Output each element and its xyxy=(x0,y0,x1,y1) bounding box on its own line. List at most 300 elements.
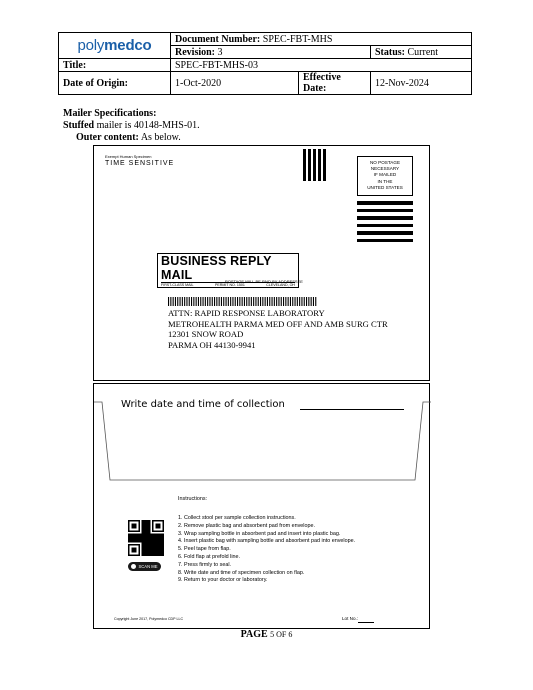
qr-module xyxy=(154,553,156,555)
qr-module xyxy=(145,534,147,536)
qr-module xyxy=(143,546,145,548)
barcode-bar xyxy=(205,297,206,306)
qr-module xyxy=(149,544,151,546)
qr-module xyxy=(147,544,149,546)
instruction-item: 8. Write date and time of specimen collection on flap. xyxy=(178,569,305,576)
qr-module xyxy=(135,537,137,539)
qr-module xyxy=(159,553,161,555)
qr-module xyxy=(150,551,152,553)
qr-module xyxy=(162,541,164,543)
qr-module xyxy=(149,551,151,553)
qr-module xyxy=(133,534,135,536)
qr-module xyxy=(142,523,144,525)
qr-module xyxy=(150,554,152,556)
qr-module xyxy=(140,534,142,536)
time-sensitive-label: TIME SENSITIVE xyxy=(105,160,175,167)
barcode-bar xyxy=(272,297,273,306)
qr-module xyxy=(131,534,133,536)
barcode-bar xyxy=(269,297,270,306)
qr-module xyxy=(145,551,147,553)
qr-module xyxy=(145,527,147,529)
qr-module xyxy=(142,553,144,555)
qr-module xyxy=(150,547,152,549)
barcode-bar xyxy=(288,297,289,306)
barcode-bar xyxy=(285,297,286,306)
qr-module xyxy=(131,547,136,552)
qr-module xyxy=(142,554,144,556)
qr-module xyxy=(140,541,142,543)
barcode-bar xyxy=(209,297,210,306)
qr-module xyxy=(145,522,147,524)
qr-module xyxy=(161,544,163,546)
fim-barcode xyxy=(303,149,327,181)
instruction-item: 4. Insert plastic bag with sampling bottle and absorbent pad into envelope. xyxy=(178,538,356,545)
qr-module xyxy=(140,535,142,537)
qr-module xyxy=(145,547,147,549)
qr-module xyxy=(147,539,149,541)
barcode-bar xyxy=(249,297,250,306)
barcode-bar xyxy=(175,297,176,306)
qr-module xyxy=(149,539,151,541)
qr-module xyxy=(142,544,144,546)
qr-module xyxy=(150,535,152,537)
qr-module xyxy=(152,541,154,543)
barcode-bar xyxy=(216,297,217,306)
address-line: METROHEALTH PARMA MED OFF AND AMB SURG CTR xyxy=(168,318,388,329)
write-date-line xyxy=(300,409,404,410)
qr-module xyxy=(147,534,149,536)
qr-module xyxy=(137,541,139,543)
write-date-label: Write date and time of collection xyxy=(121,399,285,410)
mailer-spec-heading xyxy=(63,108,156,119)
instruction-item: 5. Peel tape from flap. xyxy=(178,546,231,553)
qr-module xyxy=(147,537,149,539)
postal-bars xyxy=(357,201,413,246)
qr-module xyxy=(154,537,156,539)
qr-module xyxy=(155,541,157,543)
qr-module xyxy=(152,546,154,548)
revision-value: 3 xyxy=(217,46,223,58)
qr-module xyxy=(140,539,142,541)
qr-module xyxy=(154,546,156,548)
qr-module xyxy=(150,539,152,541)
qr-module xyxy=(155,547,157,549)
barcode-bar xyxy=(214,297,215,306)
qr-module xyxy=(142,527,144,529)
qr-module xyxy=(162,535,164,537)
barcode-bar xyxy=(283,297,284,306)
qr-module xyxy=(150,542,152,544)
qr-module xyxy=(142,529,144,531)
qr-module xyxy=(142,522,144,524)
address-line: PARMA OH 44130-9941 xyxy=(168,339,256,350)
logo-cell xyxy=(59,33,171,59)
qr-module xyxy=(157,539,159,541)
brm-class: FIRST-CLASS MAIL xyxy=(161,283,194,287)
qr-module xyxy=(155,546,157,548)
barcode-bar xyxy=(304,297,305,306)
polymedco-logo: polymedco xyxy=(77,37,152,54)
qr-module xyxy=(155,549,157,551)
qr-module xyxy=(143,520,145,522)
barcode-bar xyxy=(193,297,194,306)
qr-module xyxy=(159,547,161,549)
camera-icon xyxy=(131,564,136,569)
postage-line: NO POSTAGE xyxy=(369,160,401,165)
qr-module xyxy=(149,553,151,555)
barcode-bar xyxy=(184,297,185,306)
qr-module xyxy=(143,530,145,532)
qr-module xyxy=(161,541,163,543)
address-line: 12301 SNOW ROAD xyxy=(168,329,244,339)
qr-module xyxy=(137,537,139,539)
qr-module xyxy=(149,535,151,537)
qr-module xyxy=(157,554,159,556)
qr-module xyxy=(145,544,147,546)
qr-module xyxy=(145,546,147,548)
barcode-bar xyxy=(308,297,309,306)
brm-title: BUSINESS REPLY MAIL xyxy=(161,254,272,282)
qr-module xyxy=(145,535,147,537)
qr-module xyxy=(155,551,157,553)
qr-module xyxy=(140,537,142,539)
barcode-bar xyxy=(274,297,275,306)
barcode-bar xyxy=(295,297,296,306)
qr-module xyxy=(128,535,130,537)
qr-module xyxy=(159,535,161,537)
qr-module xyxy=(138,534,140,536)
qr-module xyxy=(157,537,159,539)
qr-module xyxy=(147,529,149,531)
qr-module xyxy=(128,534,130,536)
qr-module xyxy=(162,554,164,556)
origin-label: Date of Origin: xyxy=(59,72,171,95)
qr-module xyxy=(142,547,144,549)
qr-module xyxy=(143,549,145,551)
qr-module xyxy=(131,539,133,541)
qr-module xyxy=(142,546,144,548)
qr-module xyxy=(147,542,149,544)
qr-module xyxy=(142,520,144,522)
qr-module xyxy=(159,551,161,553)
qr-module xyxy=(133,535,135,537)
qr-module xyxy=(152,535,154,537)
outer-text: As below. xyxy=(140,132,181,143)
qr-module xyxy=(138,535,140,537)
qr-module xyxy=(149,537,151,539)
qr-module xyxy=(149,541,151,543)
qr-module xyxy=(154,554,156,556)
barcode-bar xyxy=(315,297,316,306)
qr-module xyxy=(161,542,163,544)
qr-module xyxy=(154,549,156,551)
qr-module xyxy=(155,554,157,556)
qr-module xyxy=(152,534,154,536)
barcode-bar xyxy=(228,297,229,306)
brm-city: CLEVELAND, OH xyxy=(266,283,295,287)
qr-module xyxy=(130,537,132,539)
status-label: Status: xyxy=(375,46,406,58)
qr-module xyxy=(147,522,149,524)
brm-permit: PERMIT NO. 1501 xyxy=(214,283,245,287)
qr-module xyxy=(147,546,149,548)
barcode-bar xyxy=(262,297,263,306)
qr-module xyxy=(162,553,164,555)
qr-module xyxy=(133,541,135,543)
qr-module xyxy=(143,534,145,536)
qr-module xyxy=(161,553,163,555)
revision-label: Revision: xyxy=(175,46,215,58)
qr-module xyxy=(138,537,140,539)
qr-module xyxy=(130,539,132,541)
qr-module xyxy=(142,539,144,541)
qr-module xyxy=(149,530,151,532)
qr-module xyxy=(145,541,147,543)
barcode-bar xyxy=(290,297,291,306)
qr-module xyxy=(162,537,164,539)
barcode-bar xyxy=(186,297,187,306)
barcode-bar xyxy=(246,297,247,306)
qr-module xyxy=(142,549,144,551)
qr-module xyxy=(135,535,137,537)
qr-module xyxy=(143,544,145,546)
qr-module xyxy=(152,542,154,544)
barcode-bar xyxy=(276,297,277,306)
qr-module xyxy=(161,547,163,549)
barcode-bar xyxy=(219,297,220,306)
qr-module xyxy=(155,537,157,539)
barcode-bar xyxy=(260,297,261,306)
qr-module xyxy=(149,523,151,525)
qr-module xyxy=(147,525,149,527)
qr-module xyxy=(157,553,159,555)
qr-module xyxy=(145,529,147,531)
qr-module xyxy=(147,532,149,534)
qr-module xyxy=(154,539,156,541)
barcode-bar xyxy=(242,297,243,306)
qr-module xyxy=(147,523,149,525)
postage-line: IF MAILED xyxy=(373,172,397,178)
qr-module xyxy=(145,553,147,555)
qr-module xyxy=(155,534,157,536)
postage-line: NECESSARY xyxy=(370,166,400,172)
qr-module xyxy=(155,535,157,537)
qr-module xyxy=(149,547,151,549)
qr-module xyxy=(145,537,147,539)
barcode-bar xyxy=(311,297,312,306)
qr-module xyxy=(131,535,133,537)
qr-module xyxy=(157,544,159,546)
qr-module xyxy=(152,547,154,549)
qr-module xyxy=(152,551,154,553)
instruction-item: 7. Press firmly to seal. xyxy=(178,561,232,568)
qr-module xyxy=(157,541,159,543)
document-header-table xyxy=(58,32,472,95)
copyright-text: Copyright June 2017, Polymedco CDP LLC xyxy=(114,617,184,621)
title-value: SPEC-FBT-MHS-03 xyxy=(171,59,472,72)
qr-module xyxy=(149,522,151,524)
qr-module xyxy=(131,541,133,543)
status-value: Current xyxy=(407,46,439,58)
qr-module xyxy=(143,553,145,555)
barcode-bar xyxy=(180,297,181,306)
qr-module xyxy=(161,535,163,537)
qr-module xyxy=(143,539,145,541)
barcode-bar xyxy=(235,297,236,306)
qr-module xyxy=(159,537,161,539)
instructions-list xyxy=(178,515,355,585)
barcode-bar xyxy=(297,297,298,306)
barcode-bar xyxy=(170,297,171,306)
instruction-item: 9. Return to your doctor or laboratory. xyxy=(178,577,268,584)
qr-module xyxy=(149,542,151,544)
qr-module xyxy=(128,539,130,541)
qr-module xyxy=(131,523,136,528)
scan-me-badge xyxy=(128,562,161,571)
qr-module xyxy=(162,542,164,544)
qr-module xyxy=(145,530,147,532)
qr-module xyxy=(142,525,144,527)
qr-module xyxy=(145,525,147,527)
intelligent-mail-barcode xyxy=(168,297,318,306)
instruction-item: 6. Fold flap at prefold line. xyxy=(178,553,241,560)
instruction-item: 1. Collect stool per sample collection instructions. xyxy=(178,515,296,521)
barcode-bar xyxy=(182,297,183,306)
instructions-heading: Instructions: xyxy=(178,496,208,502)
qr-module xyxy=(128,537,130,539)
qr-module xyxy=(138,539,140,541)
qr-module xyxy=(137,539,139,541)
qr-module xyxy=(149,529,151,531)
page-count: 5 OF 6 xyxy=(270,630,293,639)
title-label: Title: xyxy=(59,59,171,72)
stuffed-label: Stuffed xyxy=(63,120,95,131)
qr-module xyxy=(155,539,157,541)
qr-module xyxy=(145,520,147,522)
qr-module xyxy=(159,549,161,551)
qr-module xyxy=(161,537,163,539)
qr-module xyxy=(143,551,145,553)
qr-module xyxy=(150,546,152,548)
qr-module xyxy=(157,542,159,544)
barcode-bar xyxy=(191,297,192,306)
postage-paid-by: POSTAGE WILL BE PAID BY ADDRESSEE xyxy=(225,279,303,284)
scan-me-label: SCAN ME xyxy=(138,564,158,569)
barcode-bar xyxy=(313,297,314,306)
qr-module xyxy=(142,551,144,553)
qr-code xyxy=(128,520,164,556)
qr-module xyxy=(138,541,140,543)
qr-module xyxy=(157,535,159,537)
qr-module xyxy=(142,532,144,534)
origin-value: 1-Oct-2020 xyxy=(171,72,299,95)
outer-label: Outer content: xyxy=(76,132,139,143)
barcode-bar xyxy=(232,297,233,306)
qr-module xyxy=(150,534,152,536)
qr-module xyxy=(143,535,145,537)
barcode-bar xyxy=(212,297,213,306)
qr-module xyxy=(147,530,149,532)
qr-module xyxy=(152,554,154,556)
qr-module xyxy=(149,520,151,522)
qr-module xyxy=(145,539,147,541)
barcode-bar xyxy=(244,297,245,306)
qr-module xyxy=(159,539,161,541)
qr-module xyxy=(147,547,149,549)
lot-number-label: Lot No.: xyxy=(342,616,359,621)
qr-module xyxy=(142,537,144,539)
qr-module xyxy=(152,539,154,541)
qr-module xyxy=(142,541,144,543)
qr-module xyxy=(162,534,164,536)
qr-module xyxy=(145,523,147,525)
qr-module xyxy=(130,535,132,537)
qr-module xyxy=(161,554,163,556)
qr-module xyxy=(149,546,151,548)
recipient-address xyxy=(168,308,388,350)
qr-module xyxy=(143,532,145,534)
qr-module xyxy=(147,527,149,529)
no-postage-box xyxy=(357,156,413,196)
page-number xyxy=(0,629,533,640)
qr-module xyxy=(161,551,163,553)
qr-module xyxy=(142,534,144,536)
barcode-bar xyxy=(253,297,254,306)
instruction-item: 3. Wrap sampling bottle in absorbent pad and insert into plastic bag. xyxy=(178,530,341,537)
barcode-bar xyxy=(251,297,252,306)
page-word: PAGE xyxy=(240,629,268,640)
qr-module xyxy=(157,547,159,549)
qr-module xyxy=(152,553,154,555)
qr-module xyxy=(154,551,156,553)
effective-label: Effective Date: xyxy=(299,72,371,95)
qr-module xyxy=(149,527,151,529)
qr-module xyxy=(145,549,147,551)
lot-number-line xyxy=(358,622,374,623)
status-cell xyxy=(371,46,472,59)
qr-module xyxy=(162,546,164,548)
barcode-bar xyxy=(189,297,190,306)
barcode-bar xyxy=(265,297,266,306)
qr-module xyxy=(135,539,137,541)
barcode-bar xyxy=(223,297,224,306)
qr-module xyxy=(161,549,163,551)
qr-module xyxy=(150,541,152,543)
qr-module xyxy=(161,539,163,541)
qr-module xyxy=(149,549,151,551)
qr-module xyxy=(133,537,135,539)
qr-module xyxy=(143,537,145,539)
qr-module xyxy=(157,549,159,551)
barcode-bar xyxy=(301,297,302,306)
qr-module xyxy=(161,546,163,548)
doc-number-label: Document Number: xyxy=(175,33,261,45)
revision-cell xyxy=(171,46,371,59)
barcode-bar xyxy=(306,297,307,306)
qr-module xyxy=(130,534,132,536)
address-line: ATTN: RAPID RESPONSE LABORATORY xyxy=(168,308,325,318)
qr-module xyxy=(162,549,164,551)
qr-module xyxy=(147,535,149,537)
barcode-bar xyxy=(255,297,256,306)
postage-line: IN THE xyxy=(377,178,393,184)
qr-module xyxy=(152,544,154,546)
barcode-bar xyxy=(299,297,300,306)
barcode-bar xyxy=(230,297,231,306)
qr-module xyxy=(147,541,149,543)
qr-module xyxy=(154,535,156,537)
qr-module xyxy=(162,539,164,541)
